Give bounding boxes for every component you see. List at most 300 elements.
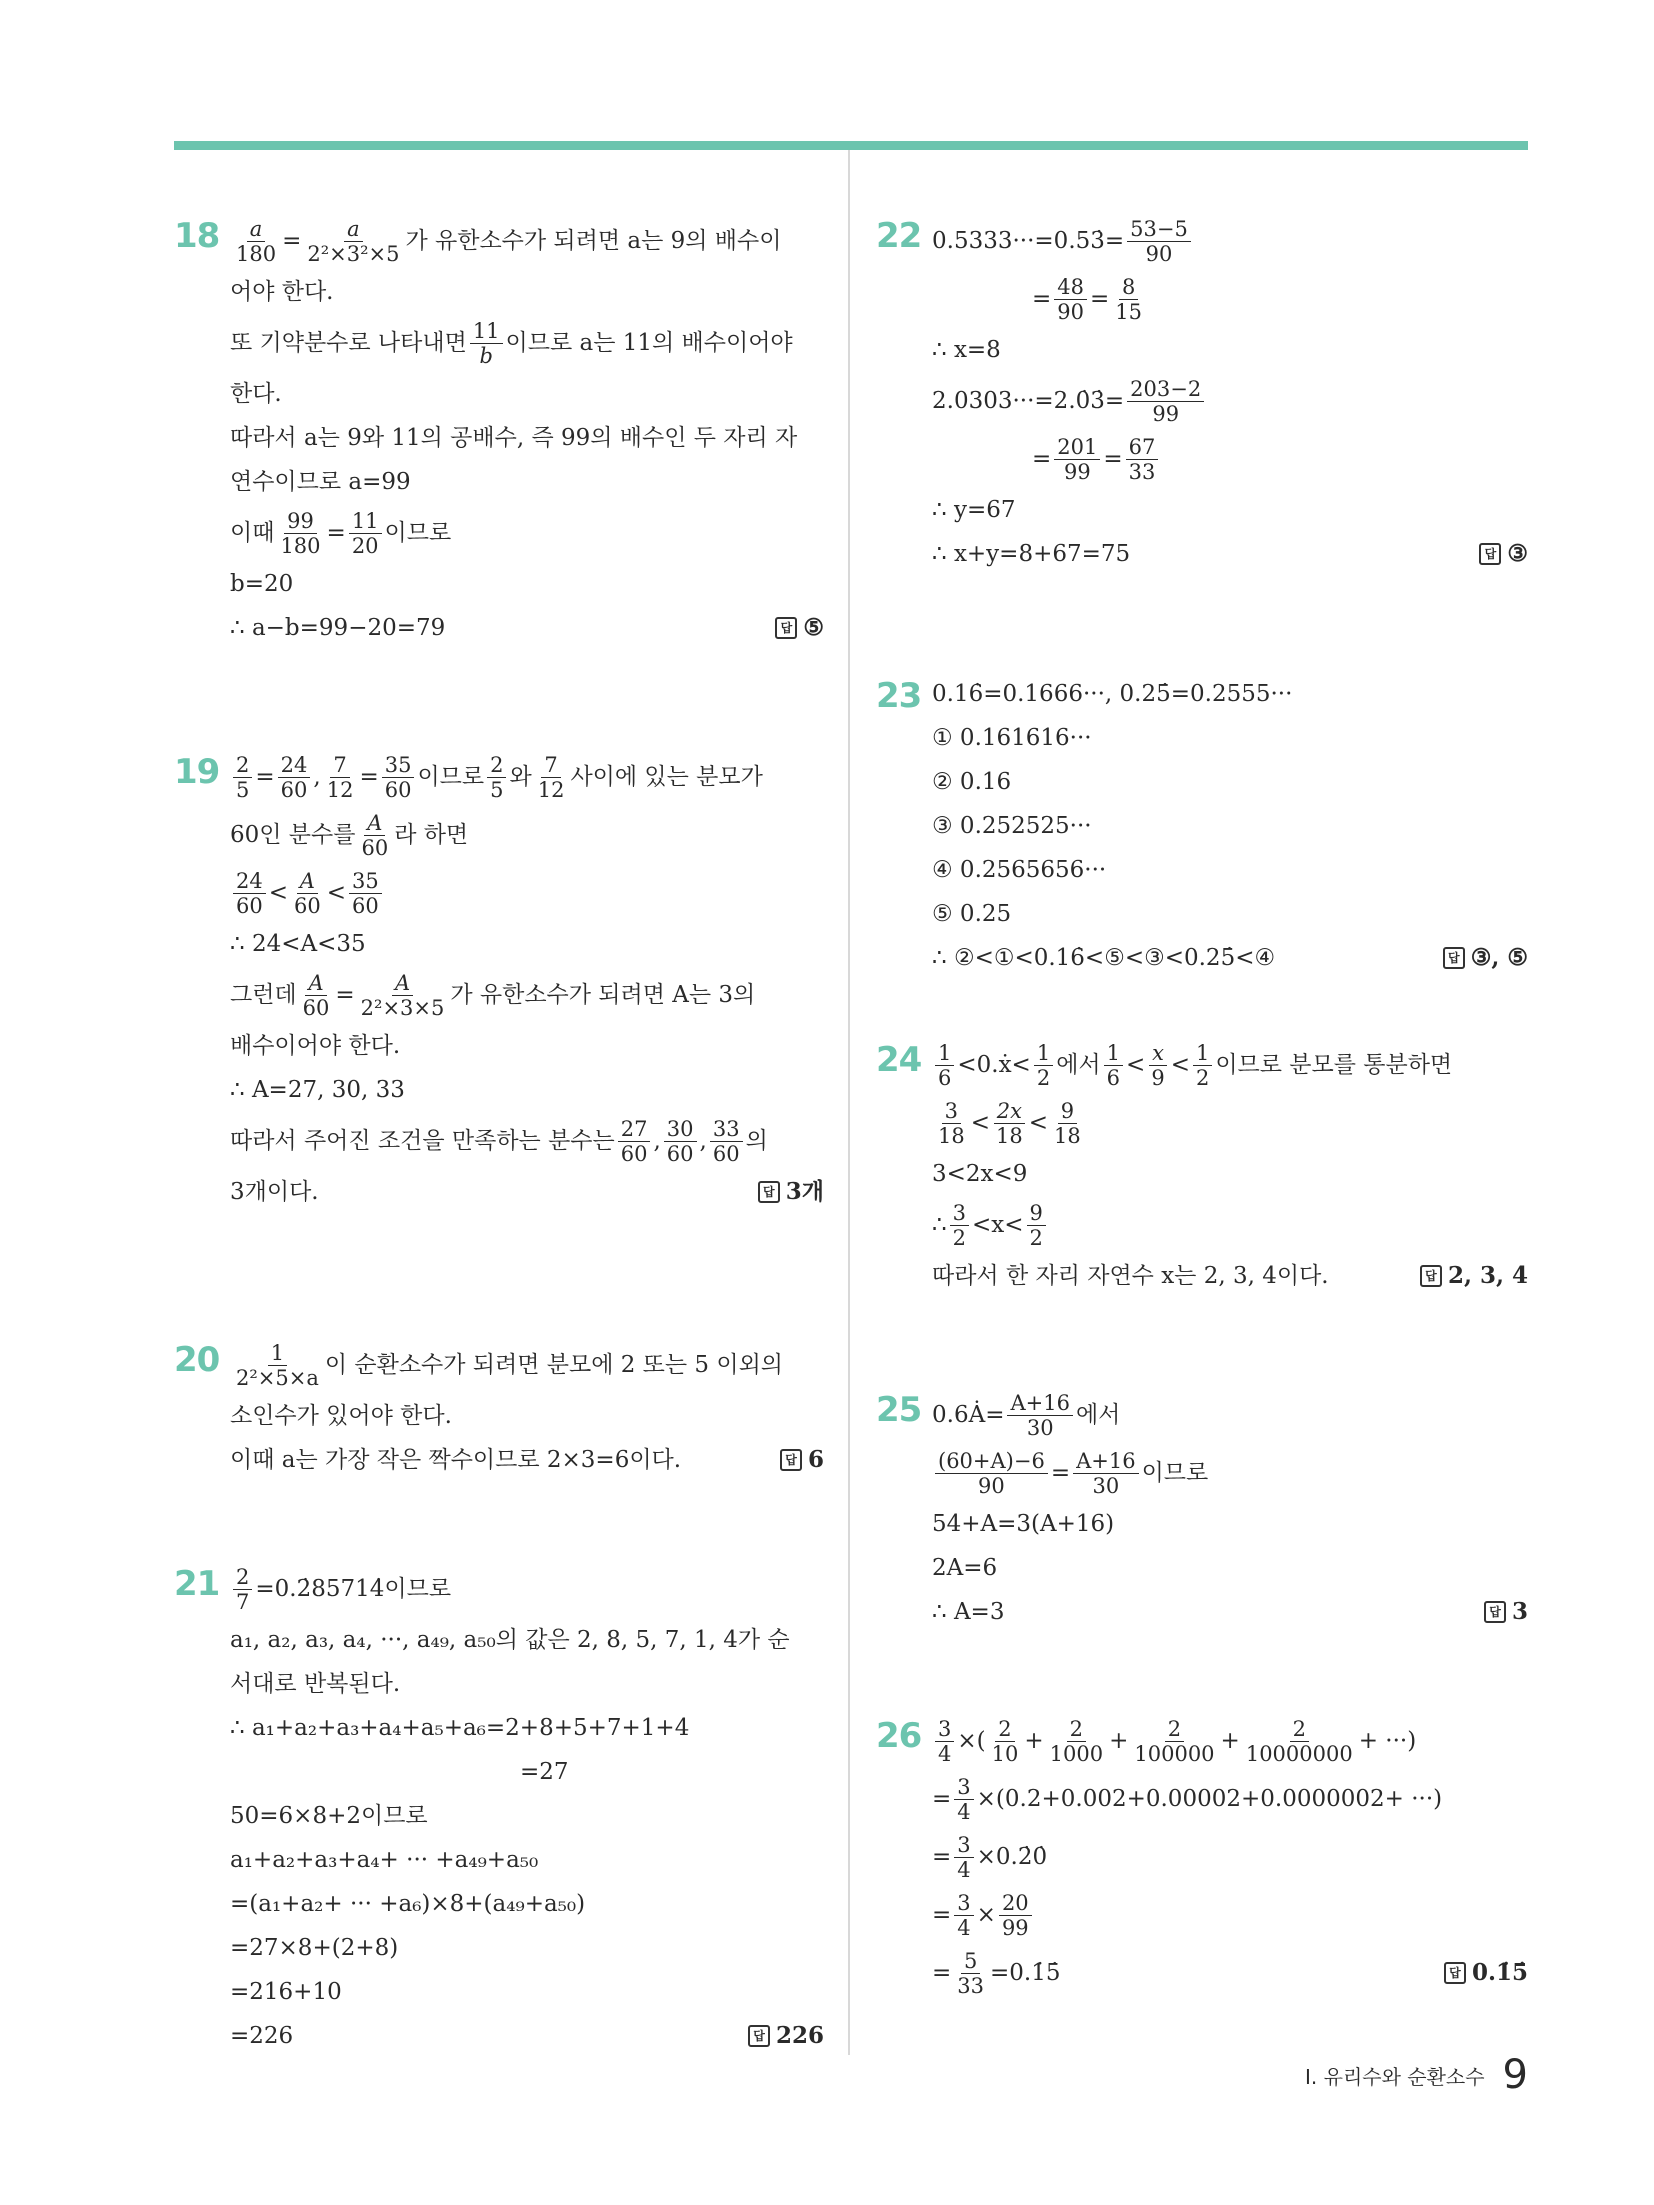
fraction	[1047, 1717, 1106, 1766]
solution-text: 이므로 분모를 통분하면	[1215, 1052, 1453, 1078]
denominator: 2	[952, 1225, 967, 1250]
denominator: 2	[1036, 1065, 1051, 1090]
answer-value: 3개	[785, 1178, 824, 1205]
solution-line	[932, 1712, 1528, 1770]
numerator: 1	[1193, 1041, 1212, 1066]
solution-line: a₁+a₂+a₃+a₄+ ··· +a₄₉+a₅₀	[230, 1847, 539, 1873]
times: ×	[976, 1902, 996, 1928]
fraction	[935, 1717, 954, 1766]
solution-line: 연수이므로 a=99	[230, 469, 411, 495]
denominator: 5	[490, 777, 504, 802]
fraction	[935, 1449, 1048, 1498]
numerator: 35	[349, 869, 382, 894]
solution-line: 3<2x<9	[932, 1161, 1028, 1187]
denominator: 60	[384, 777, 412, 802]
solution-line: 54+A=3(A+16)	[932, 1511, 1115, 1537]
answer-value: ⑤	[803, 614, 824, 641]
fraction	[1034, 1041, 1053, 1090]
denominator: 60	[352, 893, 379, 918]
numerator: 53−5	[1127, 217, 1191, 242]
answer	[775, 612, 824, 644]
denominator: 60	[302, 995, 330, 1020]
numerator: 3	[954, 1891, 973, 1916]
solution-text: 따라서 주어진 조건을 만족하는 분수는	[230, 1128, 615, 1154]
solution-line	[230, 606, 824, 650]
numerator: 1	[268, 1341, 287, 1366]
numerator: 2	[1067, 1717, 1086, 1742]
numerator: 33	[710, 1117, 743, 1142]
solution-line: ④ 0.2565656···	[932, 857, 1107, 883]
solution-text: <0.ẋ<	[957, 1052, 1031, 1078]
solution-line: 50=6×8+2이므로	[230, 1803, 428, 1829]
problem-number: 20	[174, 1340, 220, 1380]
plus: +	[1109, 1728, 1129, 1754]
solution-line	[932, 1386, 1528, 1444]
therefore-symbol: ∴	[932, 1212, 947, 1238]
problem-number: 26	[876, 1716, 922, 1756]
fraction	[1051, 1099, 1084, 1148]
fraction	[470, 319, 503, 368]
solution-line: ③ 0.252525···	[932, 813, 1092, 839]
fraction	[999, 1891, 1032, 1940]
equals: =	[932, 1960, 952, 1986]
numerator: 9	[1027, 1201, 1046, 1226]
answer-value: 226	[775, 2022, 824, 2049]
problem-number: 18	[174, 216, 220, 256]
numerator: A	[297, 869, 318, 894]
fraction	[233, 217, 279, 266]
problem-number: 25	[876, 1390, 922, 1430]
numerator: 201	[1054, 435, 1100, 460]
numerator: A	[305, 971, 326, 996]
equals: =	[1050, 1460, 1071, 1486]
solution-text: 이 순환소수가 되려면 분모에 2 또는 5 이외의	[324, 1352, 784, 1378]
solution-line	[932, 1196, 1528, 1254]
fraction	[954, 1833, 973, 1882]
numerator: 7	[541, 753, 560, 778]
problem-number: 21	[174, 1564, 220, 1604]
fraction	[954, 1775, 973, 1824]
solution-line: ∴ A=27, 30, 33	[230, 1077, 405, 1103]
equals: =	[359, 764, 379, 790]
solution-body	[230, 1560, 824, 2058]
answer-badge-icon: 답	[1484, 1601, 1506, 1623]
denominator: 180	[280, 533, 321, 558]
numerator: x	[1149, 1041, 1167, 1066]
denominator: 90	[978, 1473, 1005, 1498]
numerator: 203−2	[1127, 377, 1204, 402]
solution-line	[230, 1112, 824, 1170]
numerator: 24	[233, 869, 266, 894]
solution-text: 이므로 a는 11의 배수이어야	[505, 330, 793, 356]
solution-line	[932, 532, 1528, 576]
solution-text: 에서	[1056, 1052, 1101, 1078]
fraction	[618, 1117, 651, 1166]
answer	[1443, 942, 1528, 974]
fraction	[1027, 1201, 1046, 1250]
solution-line: =216+10	[230, 1979, 342, 2005]
numerator: 27	[618, 1117, 651, 1142]
fraction	[935, 1099, 968, 1148]
solution-line: 2A=6	[932, 1555, 998, 1581]
equals: =	[932, 1844, 952, 1870]
denominator: 2²×5×a	[236, 1365, 319, 1390]
answer-value: ③	[1507, 540, 1528, 567]
problem-number: 24	[876, 1040, 922, 1080]
solution-text: 가 유한소수가 되려면 A는 3의	[450, 982, 756, 1008]
solution-line: 한다.	[230, 381, 282, 407]
denominator: 1000	[1049, 1741, 1104, 1766]
solution-text: + ···)	[1358, 1728, 1417, 1754]
fraction	[950, 1201, 969, 1250]
denominator: 60	[236, 893, 263, 918]
solution-text: 0.5333···=0.53̇=	[932, 228, 1125, 254]
answer-badge-icon: 답	[775, 617, 797, 639]
numerator: 11	[470, 319, 503, 344]
solution-text: 60인 분수를	[230, 822, 356, 848]
solution-body	[932, 1386, 1528, 1634]
solution-line: 배수이어야 한다.	[230, 1033, 401, 1059]
solution-text: 이므로	[384, 520, 452, 546]
fraction	[1126, 435, 1159, 484]
numerator: 3	[954, 1775, 973, 1800]
solution-line	[230, 806, 824, 864]
solution-text: 라 하면	[394, 822, 469, 848]
answer-value: 2, 3, 4	[1447, 1262, 1528, 1289]
denominator: 12	[326, 777, 354, 802]
numerator: 1	[1034, 1041, 1053, 1066]
solution-body	[932, 1036, 1528, 1298]
answer-badge-icon: 답	[748, 2025, 770, 2047]
answer	[780, 1444, 824, 1476]
solution-line	[230, 966, 824, 1024]
denominator: 12	[537, 777, 565, 802]
solution-line	[932, 430, 1528, 488]
solution-text: <x<	[972, 1212, 1024, 1238]
numerator: 99	[284, 509, 317, 534]
solution-line: 소인수가 있어야 한다.	[230, 1403, 452, 1429]
solution-text: ×(0.2+0.002+0.00002+0.0000002+ ···)	[976, 1786, 1443, 1812]
denominator: b	[479, 343, 493, 368]
solution-line: =(a₁+a₂+ ··· +a₆)×8+(a₄₉+a₅₀)	[230, 1891, 586, 1917]
fraction	[935, 1041, 954, 1090]
numerator: 2	[995, 1717, 1014, 1742]
fraction	[1148, 1041, 1167, 1090]
solution-line: b=20	[230, 571, 294, 597]
solution-text: 이므로	[417, 764, 485, 790]
numerator: a	[344, 217, 363, 242]
equals: =	[335, 982, 355, 1008]
solution-line	[932, 1036, 1528, 1094]
answer	[1484, 1596, 1528, 1628]
denominator: 30	[1026, 1415, 1054, 1440]
answer-badge-icon: 답	[1479, 543, 1501, 565]
answer-badge-icon: 답	[1443, 947, 1465, 969]
solution-line: =27	[520, 1759, 569, 1785]
page-footer	[1305, 2052, 1528, 2098]
problem-number: 22	[876, 216, 922, 256]
denominator: 60	[294, 893, 321, 918]
denominator: 18	[938, 1123, 965, 1148]
fraction	[993, 1099, 1026, 1148]
denominator: 2	[1029, 1225, 1043, 1250]
solution-text: 0.6Ȧ=	[932, 1402, 1005, 1428]
denominator: 60	[712, 1141, 740, 1166]
denominator: 6	[1106, 1065, 1121, 1090]
numerator: 35	[382, 753, 415, 778]
solution-text: ∴ x+y=8+67=75	[932, 541, 1131, 567]
solution-line	[932, 1886, 1528, 1944]
solution-text: 따라서 한 자리 자연수 x는 2, 3, 4이다.	[932, 1263, 1329, 1289]
solution-line: ∴ y=67	[932, 497, 1016, 523]
problem-number: 19	[174, 752, 220, 792]
denominator: 33	[957, 1973, 985, 1998]
denominator: 10	[991, 1741, 1019, 1766]
comma: ,	[313, 764, 321, 790]
solution-text: 이때	[230, 520, 275, 546]
equals: =	[932, 1902, 952, 1928]
solution-body	[230, 1336, 824, 1482]
column-divider	[848, 150, 850, 2055]
denominator: 20	[351, 533, 379, 558]
denominator: 30	[1092, 1473, 1120, 1498]
solution-line	[230, 1438, 824, 1482]
solution-text: ×0.2̇0̇	[976, 1844, 1048, 1870]
solution-line	[230, 1336, 824, 1394]
fraction	[710, 1117, 743, 1166]
numerator: 20	[999, 1891, 1032, 1916]
denominator: 60	[620, 1141, 648, 1166]
fraction	[233, 753, 252, 802]
fraction	[1131, 1717, 1217, 1766]
solution-line: ∴ a₁+a₂+a₃+a₄+a₅+a₆=2+8+5+7+1+4	[230, 1715, 690, 1741]
numerator: 30	[664, 1117, 697, 1142]
fraction	[233, 869, 266, 918]
solution-text: 이므로	[1141, 1460, 1209, 1486]
numerator: A+16	[1007, 1391, 1072, 1416]
solution-text: ×(	[957, 1728, 986, 1754]
numerator: 3	[935, 1717, 954, 1742]
solution-text: 3개이다.	[230, 1179, 319, 1205]
denominator: 5	[236, 777, 250, 802]
fraction	[324, 753, 357, 802]
solution-line	[932, 1590, 1528, 1634]
solution-text: ∴ A=3	[932, 1599, 1005, 1625]
numerator: 48	[1054, 275, 1087, 300]
answer	[1479, 538, 1528, 570]
less-than: <	[268, 880, 289, 906]
solution-text: ∴ a−b=99−20=79	[230, 615, 446, 641]
denominator: 15	[1115, 299, 1143, 324]
solution-line: ⑤ 0.25	[932, 901, 1012, 927]
plus: +	[1024, 1728, 1044, 1754]
denominator: 4	[957, 1915, 971, 1940]
answer-value: 3	[1511, 1598, 1528, 1625]
less-than: <	[1170, 1052, 1190, 1078]
solution-line	[932, 372, 1528, 430]
denominator: 4	[957, 1799, 971, 1824]
denominator: 90	[1145, 241, 1173, 266]
solution-line	[230, 314, 824, 372]
solution-line	[230, 1560, 824, 1618]
denominator: 60	[361, 835, 389, 860]
page-number: 9	[1502, 2052, 1528, 2098]
denominator: 4	[938, 1741, 952, 1766]
answer-value: ③, ⑤	[1470, 944, 1528, 971]
fraction	[349, 869, 382, 918]
fraction	[300, 971, 333, 1020]
answer-badge-icon: 답	[758, 1181, 780, 1203]
answer	[1420, 1260, 1528, 1292]
solution-line: 0.16̇=0.1666···, 0.25̇=0.2555···	[932, 681, 1293, 707]
fraction	[1193, 1041, 1212, 1090]
fraction	[1243, 1717, 1356, 1766]
numerator: 2	[233, 1565, 252, 1590]
fraction	[535, 753, 568, 802]
solution-line	[932, 1944, 1528, 2002]
solution-text: =0.2̇85714̇이므로	[255, 1576, 452, 1602]
denominator: 33	[1128, 459, 1156, 484]
solution-text: 2.0303···=2.0̇3̇=	[932, 388, 1125, 414]
solution-line	[932, 1770, 1528, 1828]
answer-value: 0.1̇5̇	[1471, 1959, 1528, 1986]
solution-line: 따라서 a는 9와 11의 공배수, 즉 99의 배수인 두 자리 자	[230, 425, 798, 451]
fraction	[1054, 435, 1100, 484]
solution-line	[230, 1170, 824, 1214]
solution-body	[932, 1712, 1528, 2002]
solution-line: =27×8+(2+8)	[230, 1935, 399, 1961]
numerator: 2x	[994, 1099, 1025, 1124]
equals: =	[1090, 286, 1110, 312]
denominator: 9	[1151, 1065, 1165, 1090]
solution-body	[230, 212, 824, 650]
numerator: 2	[487, 753, 506, 778]
numerator: 2	[233, 753, 252, 778]
fraction	[1127, 217, 1191, 266]
solution-line	[230, 2014, 824, 2058]
numerator: 3	[954, 1833, 973, 1858]
numerator: 9	[1058, 1099, 1077, 1124]
denominator: 100000	[1134, 1741, 1215, 1766]
fraction	[954, 1891, 973, 1940]
solution-line	[230, 504, 824, 562]
solution-text: =226	[230, 2023, 294, 2049]
equals: =	[1103, 446, 1123, 472]
solution-line	[932, 1444, 1528, 1502]
fraction	[1054, 275, 1087, 324]
denominator: 99	[1063, 459, 1091, 484]
fraction	[954, 1949, 987, 1998]
numerator: A	[392, 971, 413, 996]
numerator: A+16	[1073, 1449, 1138, 1474]
numerator: 24	[278, 753, 311, 778]
solution-line: ① 0.161616···	[932, 725, 1092, 751]
solution-text: 에서	[1075, 1402, 1121, 1428]
solution-text: 이때 a는 가장 작은 짝수이므로 2×3=6이다.	[230, 1447, 682, 1473]
fraction	[989, 1717, 1022, 1766]
solution-line	[932, 270, 1528, 328]
numerator: 1	[1104, 1041, 1123, 1066]
comma: ,	[699, 1128, 707, 1154]
equals: =	[326, 520, 346, 546]
denominator: 60	[280, 777, 308, 802]
denominator: 10000000	[1245, 1741, 1353, 1766]
comma: ,	[653, 1128, 661, 1154]
numerator: 67	[1126, 435, 1159, 460]
answer-badge-icon: 답	[780, 1449, 802, 1471]
fraction	[382, 753, 415, 802]
equals: =	[255, 764, 275, 790]
solution-text: 와	[509, 764, 532, 790]
answer	[758, 1176, 824, 1208]
fraction	[358, 811, 391, 860]
solution-text: 그런데	[230, 982, 297, 1008]
fraction	[349, 509, 382, 558]
numerator: a	[247, 217, 266, 242]
solution-text: 또 기약분수로 나타내면	[230, 330, 467, 356]
fraction	[358, 971, 448, 1020]
solution-line	[932, 936, 1528, 980]
solution-line: ② 0.16	[932, 769, 1012, 795]
solution-line: a₁, a₂, a₃, a₄, ···, a₄₉, a₅₀의 값은 2, 8, 5, 7, 1, 4가 순	[230, 1627, 790, 1653]
fraction	[278, 753, 311, 802]
solution-text: 가 유한소수가 되려면 a는 9의 배수이	[405, 228, 782, 254]
plus: +	[1220, 1728, 1240, 1754]
denominator: 2	[1195, 1065, 1210, 1090]
denominator: 7	[236, 1589, 250, 1614]
fraction	[1007, 1391, 1072, 1440]
fraction	[1112, 275, 1145, 324]
fraction	[664, 1117, 697, 1166]
numerator: 5	[961, 1949, 980, 1974]
solution-body	[932, 212, 1528, 576]
solution-line	[932, 1094, 1528, 1152]
solution-text: =0.1̇5̇	[990, 1960, 1061, 1986]
answer-value: 6	[807, 1446, 824, 1473]
solution-line	[932, 1828, 1528, 1886]
solution-line	[230, 864, 824, 922]
fraction	[1104, 1041, 1123, 1090]
solution-line: 서대로 반복된다.	[230, 1671, 401, 1697]
fraction	[487, 753, 506, 802]
numerator: 3	[950, 1201, 969, 1226]
solution-text: 의	[745, 1128, 768, 1154]
equals: =	[1032, 286, 1052, 312]
numerator: (60+A)−6	[935, 1449, 1048, 1474]
solution-line	[230, 212, 824, 270]
fraction	[1127, 377, 1204, 426]
numerator: 11	[349, 509, 382, 534]
problem-number: 23	[876, 676, 922, 716]
answer-badge-icon: 답	[1444, 1962, 1466, 1984]
answer-badge-icon: 답	[1420, 1265, 1442, 1287]
denominator: 99	[1001, 1915, 1029, 1940]
chapter-title: I. 유리수와 순환소수	[1305, 2064, 1485, 2089]
equals: =	[932, 1786, 952, 1812]
solution-line	[932, 1254, 1528, 1298]
numerator: 3	[942, 1099, 961, 1124]
fraction	[291, 869, 324, 918]
solution-line: ∴ 24<A<35	[230, 931, 366, 957]
denominator: 18	[996, 1123, 1023, 1148]
denominator: 99	[1152, 401, 1180, 426]
solution-body	[932, 672, 1528, 980]
numerator: 2	[1165, 1717, 1184, 1742]
fraction	[233, 1565, 252, 1614]
fraction	[304, 217, 402, 266]
solution-line	[230, 748, 824, 806]
equals: =	[1032, 446, 1052, 472]
